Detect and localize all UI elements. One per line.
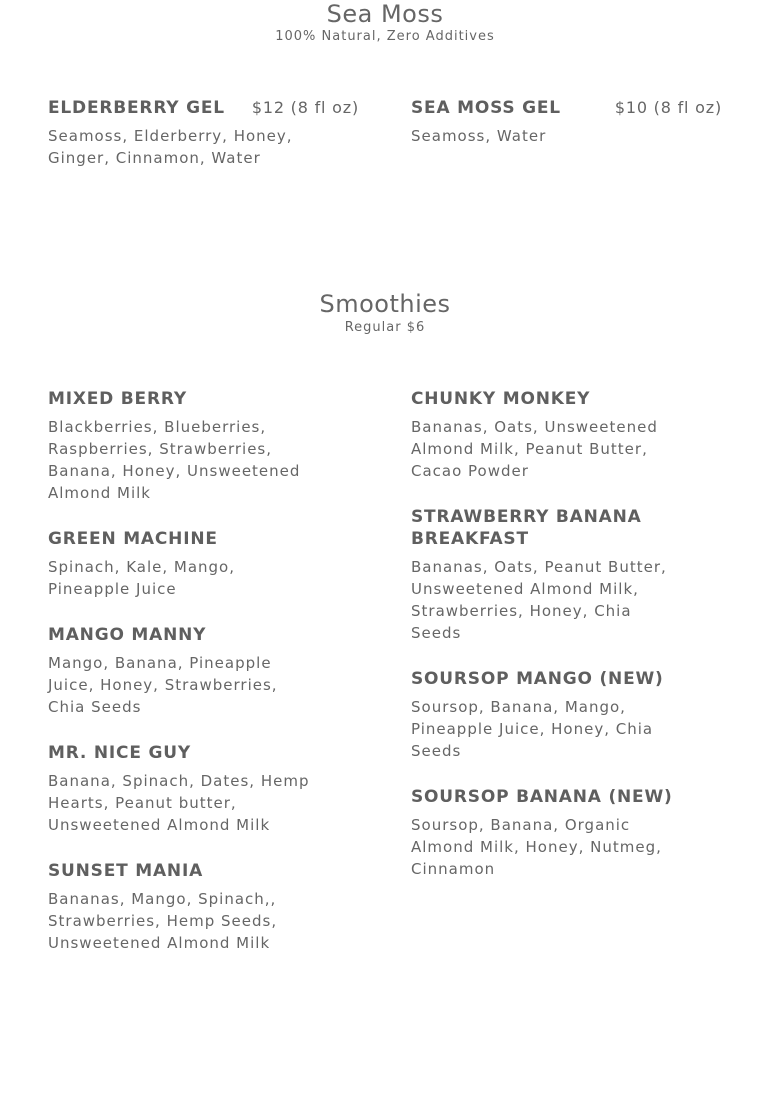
menu-item-name: SOURSOP MANGO (NEW) (411, 669, 664, 689)
menu-item-name: GREEN MACHINE (48, 529, 218, 549)
menu-item-description: Soursop, Banana, Organic Almond Milk, Honey, Nutmeg, Cinnamon (411, 816, 662, 878)
menu-item-header (411, 97, 722, 125)
menu-item-price: $10 (8 fl oz) (614, 98, 722, 117)
menu-item-name: MR. NICE GUY (48, 743, 191, 763)
menu-item-description: Bananas, Oats, Peanut Butter, Unsweetened Almond Milk, Strawberries, Honey, Chia Seeds (411, 558, 667, 642)
menu-item-name: ELDERBERRY GEL (48, 98, 225, 118)
menu-item-name: SOURSOP BANANA (NEW) (411, 787, 673, 807)
menu-item-description: Bananas, Oats, Unsweetened Almond Milk, Peanut Butter, Cacao Powder (411, 418, 658, 480)
menu-item (48, 97, 363, 169)
menu-item-header (48, 97, 363, 125)
menu-item-description: Blackberries, Blueberries, Raspberries, Strawberries, Banana, Honey, Unsweetened Almond Milk (48, 418, 301, 502)
menu-item-name: MANGO MANNY (48, 625, 207, 645)
menu-item (48, 528, 313, 600)
menu-item-name: SUNSET MANIA (48, 861, 204, 881)
menu-item (411, 388, 686, 482)
menu-item-description: Soursop, Banana, Mango, Pineapple Juice, Honey, Chia Seeds (411, 698, 654, 760)
sea-moss-right-column (411, 97, 722, 171)
menu-item-name: SEA MOSS GEL (411, 98, 561, 118)
menu-item (411, 506, 686, 644)
menu-item-price: $12 (8 fl oz) (251, 98, 359, 117)
sea-moss-left-column (48, 97, 363, 193)
menu-item-description: Seamoss, Water (411, 127, 547, 145)
sea-moss-subtitle: 100% Natural, Zero Additives (275, 29, 495, 44)
menu-item-description: Mango, Banana, Pineapple Juice, Honey, Strawberries, Chia Seeds (48, 654, 278, 716)
menu-item-description: Bananas, Mango, Spinach,, Strawberries, Hemp Seeds, Unsweetened Almond Milk (48, 890, 278, 952)
sea-moss-title: Sea Moss (326, 0, 444, 28)
menu-item (48, 388, 313, 504)
menu-item-description: Spinach, Kale, Mango, Pineapple Juice (48, 558, 236, 598)
menu-item-name: CHUNKY MONKEY (411, 389, 591, 409)
menu-item (48, 624, 313, 718)
menu-item (411, 668, 686, 762)
menu-item (411, 97, 722, 147)
smoothies-subtitle: Regular $6 (344, 320, 426, 335)
menu-item-name: MIXED BERRY (48, 389, 187, 409)
menu-item-description: Banana, Spinach, Dates, Hemp Hearts, Peanut butter, Unsweetened Almond Milk (48, 772, 310, 834)
smoothies-right-column (411, 388, 686, 904)
smoothies-left-column (48, 388, 313, 978)
smoothies-title: Smoothies (319, 290, 451, 318)
menu-item-name: STRAWBERRY BANANA BREAKFAST (411, 507, 642, 549)
menu-item (411, 786, 686, 880)
menu-item (48, 860, 313, 954)
menu-item-description: Seamoss, Elderberry, Honey, Ginger, Cinnamon, Water (48, 127, 293, 167)
menu-item (48, 742, 313, 836)
